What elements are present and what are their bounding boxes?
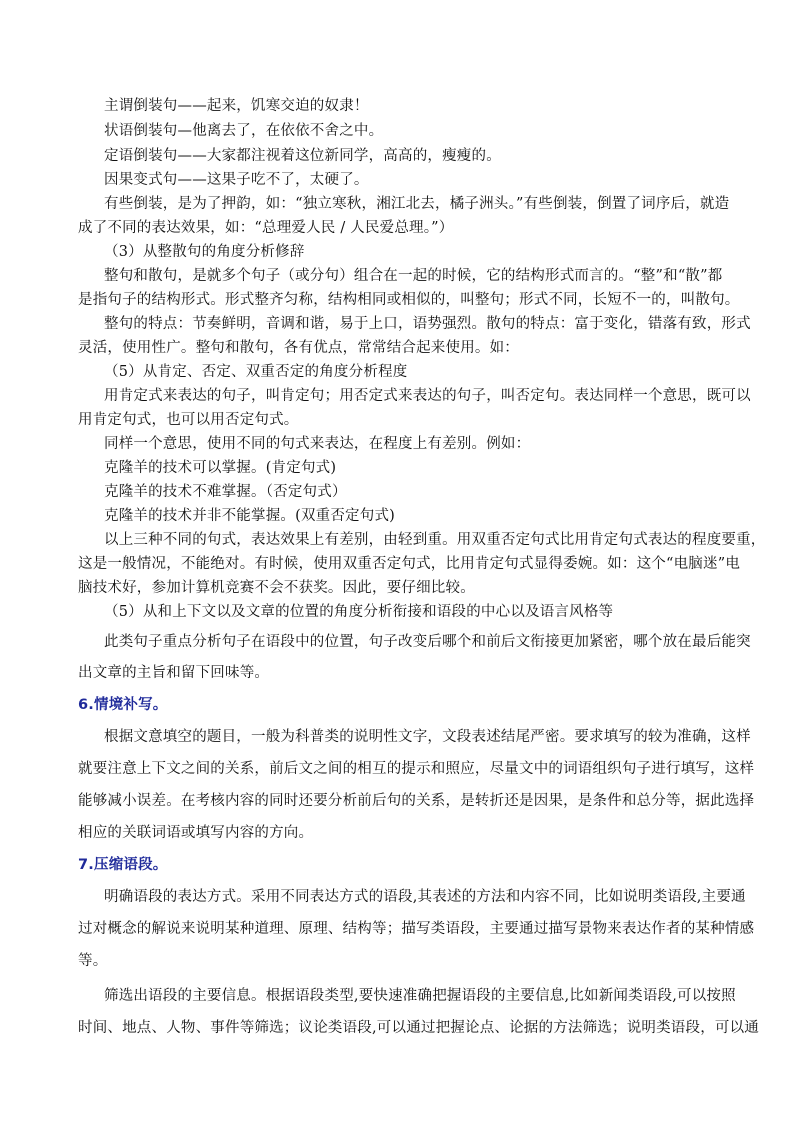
text-line: 用肯定句式，也可以用否定句式。 bbox=[78, 412, 299, 428]
text-line: 因果变式句——这果子吃不了，太硬了。 bbox=[104, 172, 369, 188]
text-line: 整句和散句，是就多个句子（或分句）组合在一起的时候，它的结构形式而言的。“整”和“散”都 bbox=[104, 268, 723, 284]
text-line: 成了不同的表达效果，如：“总理爱人民 / 人民爱总理。”） bbox=[78, 220, 454, 236]
text-line: 是指句子的结构形式。形式整齐匀称，结构相同或相似的，叫整句；形式不同，长短不一的，叫散句。 bbox=[78, 292, 740, 308]
text-line: 用肯定式来表达的句子，叫肯定句；用否定式来表达的句子，叫否定句。表达同样一个意思，既可以 bbox=[104, 388, 751, 404]
text-line: 等。 bbox=[78, 953, 108, 969]
text-line: 这是一般情况，不能绝对。有时候，使用双重否定句式，比用肯定句式显得委婉。如：这个“电脑迷”电 bbox=[78, 556, 741, 572]
text-line: 状语倒装句—他离去了，在依依不舍之中。 bbox=[104, 123, 384, 139]
example-line: 克隆羊的技术可以掌握。(肯定句式) bbox=[104, 460, 337, 476]
section-subheading: （3）从整散句的角度分析修辞 bbox=[104, 244, 305, 260]
section-heading-7: 7.压缩语段。 bbox=[78, 857, 168, 873]
example-line: 克隆羊的技术不难掌握。（否定句式） bbox=[104, 484, 347, 500]
section-subheading: （5）从和上下文以及文章的位置的角度分析衔接和语段的中心以及语言风格等 bbox=[104, 604, 614, 620]
text-line: 同样一个意思，使用不同的句式来表达，在程度上有差别。例如： bbox=[104, 436, 531, 452]
text-line: 过对概念的解说来说明某种道理、原理、结构等；描写类语段，主要通过描写景物来表达作者的某种情感 bbox=[78, 921, 755, 937]
text-line: 出文章的主旨和留下回味等。 bbox=[78, 665, 270, 681]
text-line: 以上三种不同的句式，表达效果上有差别，由轻到重。用双重否定句式比用肯定句式表达的程度要重， bbox=[104, 532, 766, 548]
text-line: 整句的特点：节奏鲜明，音调和谐，易于上口，语势强烈。散句的特点：富于变化，错落有致，形式 bbox=[104, 316, 751, 332]
section-subheading: （5）从肯定、否定、双重否定的角度分析程度 bbox=[104, 364, 408, 380]
text-line: 时间、地点、人物、事件等筛选；议论类语段,可以通过把握论点、论据的方法筛选；说明类语段，可以通 bbox=[78, 1020, 760, 1036]
text-line: 就要注意上下文之间的关系，前后文之间的相互的提示和照应，尽量文中的词语组织句子进行填写，这样 bbox=[78, 761, 755, 777]
text-line: 定语倒装句——大家都注视着这位新同学，高高的，瘦瘦的。 bbox=[104, 148, 501, 164]
example-line: 克隆羊的技术并非不能掌握。(双重否定句式) bbox=[104, 508, 396, 524]
section-heading-6: 6.情境补写。 bbox=[78, 697, 168, 713]
text-line: 灵活，使用性广。整句和散句，各有优点，常常结合起来使用。如： bbox=[78, 340, 519, 356]
text-line: 此类句子重点分析句子在语段中的位置，句子改变后哪个和前后文衔接更加紧密，哪个放在最后能突 bbox=[104, 634, 751, 650]
text-line: 根据文意填空的题目，一般为科普类的说明性文字，文段表述结尾严密。要求填写的较为准确，这样 bbox=[104, 729, 751, 745]
text-line: 相应的关联词语或填写内容的方向。 bbox=[78, 825, 314, 841]
text-line: 筛选出语段的主要信息。根据语段类型,要快速准确把握语段的主要信息,比如新闻类语段,可以按照 bbox=[104, 988, 736, 1004]
text-line: 脑技术好，参加计算机竞赛不会不获奖。因此，要仔细比较。 bbox=[78, 580, 475, 596]
text-line: 明确语段的表达方式。采用不同表达方式的语段,其表述的方法和内容不同，比如说明类语段,主要通 bbox=[104, 889, 746, 905]
text-line: 主谓倒装句——起来，饥寒交迫的奴隶！ bbox=[104, 98, 369, 114]
text-line: 能够减小误差。在考核内容的同时还要分析前后句的关系，是转折还是因果，是条件和总分等，据此选择 bbox=[78, 793, 755, 809]
text-line: 有些倒装，是为了押韵，如：“独立寒秋，湘江北去，橘子洲头。”有些倒装，倒置了词序后，就造 bbox=[104, 196, 730, 212]
